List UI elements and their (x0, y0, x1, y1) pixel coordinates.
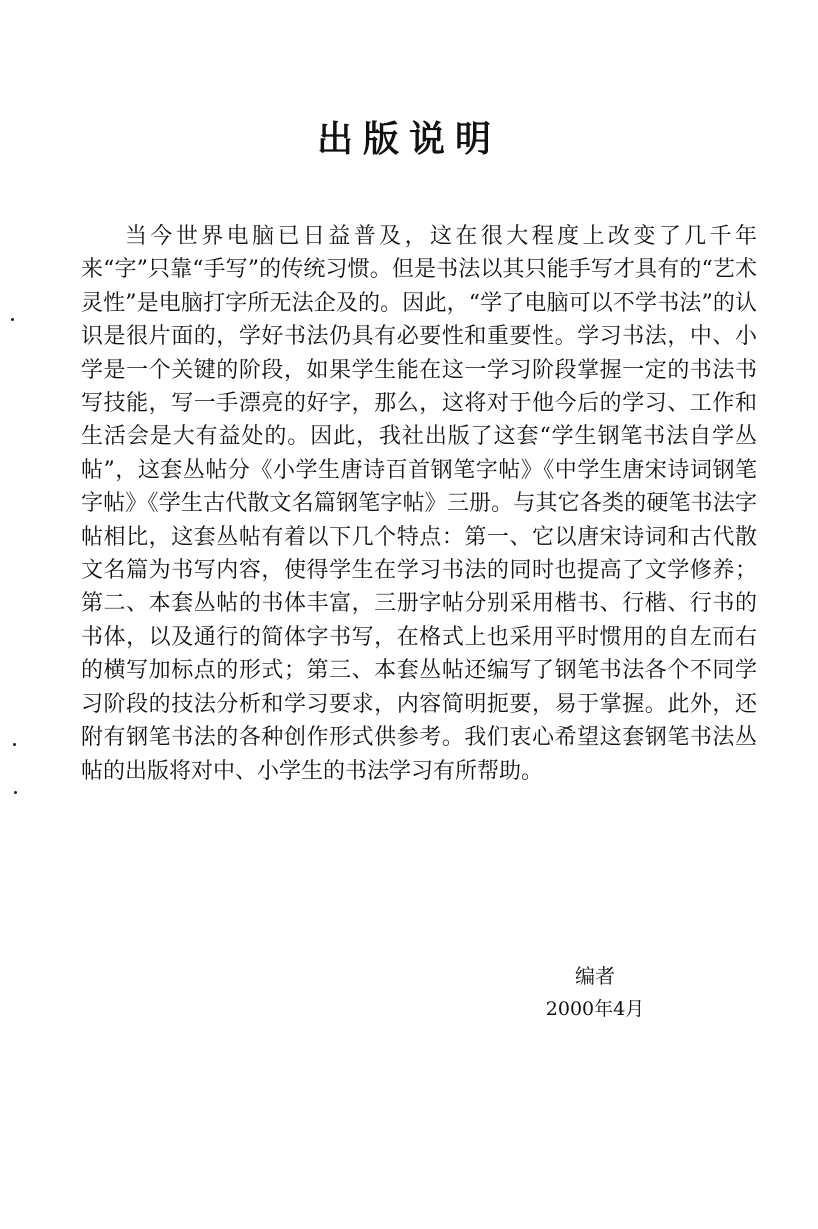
scan-speck (11, 318, 14, 321)
preface-paragraph: 当今世界电脑已日益普及，这在很大程度上改变了几千年来“字”只靠“手写”的传统习惯。但是书法以其只能手写才具有的“艺术灵性”是电脑打字所无法企及的。因此，“学了电脑可以不学书法”的认识是很片面的，学好书法仍具有必要性和重要性。学习书法，中、小学是一个关键的阶段，如果学生能在这一学习阶段掌握一定的书法书写技能，写一手漂亮的好字，那么，这将对于他今后的学习、工作和生活会是大有益处的。因此，我社出版了这套“学生钢笔书法自学丛帖”，这套丛帖分《小学生唐诗百首钢笔字帖》《中学生唐宋诗词钢笔字帖》《学生古代散文名篇钢笔字帖》三册。与其它各类的硬笔书法字帖相比，这套丛帖有着以下几个特点：第一、它以唐宋诗词和古代散文名篇为书写内容，使得学生在学习书法的同时也提高了文学修养；第二、本套丛帖的书体丰富，三册字帖分别采用楷书、行楷、行书的书体，以及通行的简体字书写，在格式上也采用平时惯用的自左而右的横写加标点的形式；第三、本套丛帖还编写了钢笔书法各个不同学习阶段的技法分析和学习要求，内容简明扼要，易于掌握。此外，还附有钢笔书法的各种创作形式供参考。我们衷心希望这套钢笔书法丛帖的出版将对中、小学生的书法学习有所帮助。 (81, 224, 757, 784)
page-title: 出版说明 (316, 119, 501, 160)
scan-speck (13, 743, 16, 746)
signature-date: 2000年4月 (545, 998, 645, 1020)
signature-author: 编者 (575, 964, 615, 988)
scan-speck (14, 791, 17, 794)
